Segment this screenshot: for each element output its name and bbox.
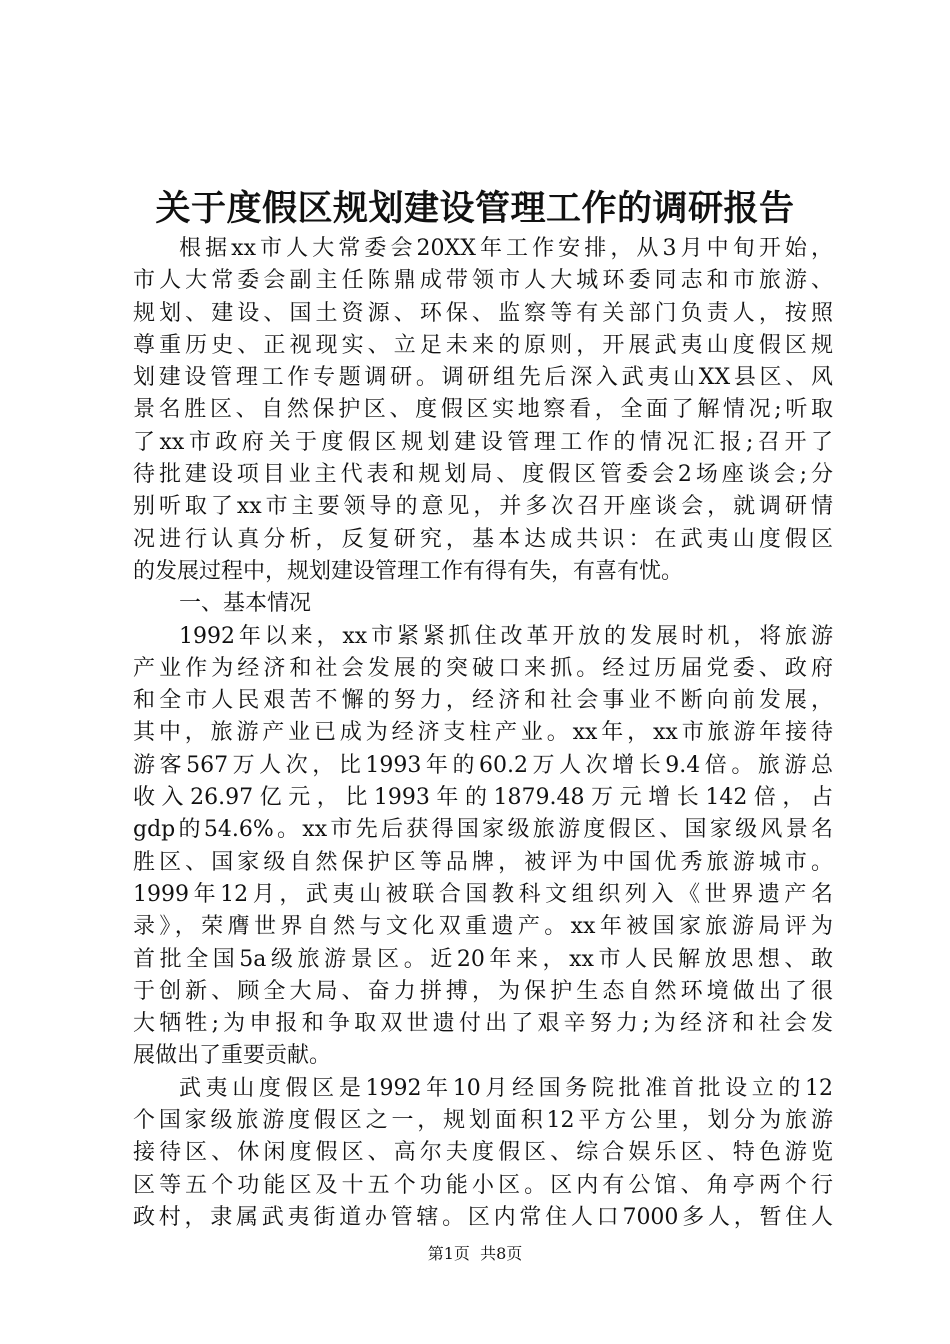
text-line: 其中，旅游产业已成为经济支柱产业。xx年，xx市旅游年接待 <box>133 720 833 746</box>
text-line: 待批建设项目业主代表和规划局、度假区管委会2场座谈会;分 <box>133 462 833 488</box>
text-line: gdp的54.6%。xx市先后获得国家级旅游度假区、国家级风景名 <box>133 817 833 843</box>
section-heading: 一、基本情况 <box>179 591 312 617</box>
text-line: 展做出了重要贡献。 <box>133 1043 332 1069</box>
text-line: 规划、建设、国土资源、环保、监察等有关部门负责人，按照 <box>133 300 833 326</box>
text-line: 了xx市政府关于度假区规划建设管理工作的情况汇报;召开了 <box>133 429 833 455</box>
text-line: 游客567万人次，比1993年的60.2万人次增长9.4倍。旅游总 <box>133 752 833 778</box>
text-line: 录》，荣膺世界自然与文化双重遗产。xx年被国家旅游局评为 <box>133 914 833 940</box>
text-line: 划建设管理工作专题调研。调研组先后深入武夷山XX县区、风 <box>133 365 833 391</box>
text-line: 武夷山度假区是1992年10月经国务院批准首批设立的12 <box>179 1075 833 1101</box>
text-line: 和全市人民艰苦不懈的努力，经济和社会事业不断向前发展， <box>133 688 833 714</box>
text-line: 况进行认真分析，反复研究，基本达成共识：在武夷山度假区 <box>133 526 833 552</box>
text-line: 1999年12月，武夷山被联合国教科文组织列入《世界遗产名 <box>133 881 833 907</box>
text-line: 胜区、国家级自然保护区等品牌，被评为中国优秀旅游城市。 <box>133 849 833 875</box>
document-title: 关于度假区规划建设管理工作的调研报告 <box>155 188 795 229</box>
text-line: 尊重历史、正视现实、立足未来的原则，开展武夷山度假区规 <box>133 332 833 358</box>
text-line: 景名胜区、自然保护区、度假区实地察看，全面了解情况;听取 <box>133 397 833 423</box>
text-line: 根据xx市人大常委会20XX年工作安排，从3月中旬开始， <box>179 236 833 261</box>
document-body <box>133 233 833 1234</box>
text-line: 首批全国5a级旅游景区。近20年来，xx市人民解放思想、敢 <box>133 946 833 972</box>
text-line: 的发展过程中，规划建设管理工作有得有失，有喜有忧。 <box>133 558 684 584</box>
text-line: 收入26.97亿元，比1993年的1879.48万元增长142倍，占 <box>133 785 833 811</box>
text-line: 于创新、顾全大局、奋力拼搏，为保护生态自然环境做出了很 <box>133 978 833 1004</box>
text-line: 1992年以来，xx市紧紧抓住改革开放的发展时机，将旅游 <box>179 623 833 649</box>
text-line: 产业作为经济和社会发展的突破口来抓。经过历届党委、政府 <box>133 655 833 681</box>
text-line: 大牺牲;为申报和争取双世遗付出了艰辛努力;为经济和社会发 <box>133 1011 833 1037</box>
text-line: 个国家级旅游度假区之一，规划面积12平方公里，划分为旅游 <box>133 1108 833 1134</box>
text-line: 市人大常委会副主任陈鼎成带领市人大城环委同志和市旅游、 <box>133 268 833 294</box>
page-number-footer: 第1页 共8页 <box>427 1244 523 1263</box>
text-line: 别听取了xx市主要领导的意见，并多次召开座谈会，就调研情 <box>133 494 833 520</box>
text-line: 政村，隶属武夷街道办管辖。区内常住人口7000多人，暂住人 <box>133 1204 833 1230</box>
text-line: 区等五个功能区及十五个功能小区。区内有公馆、角亭两个行 <box>133 1172 833 1198</box>
text-line: 接待区、休闲度假区、高尔夫度假区、综合娱乐区、特色游览 <box>133 1140 833 1166</box>
